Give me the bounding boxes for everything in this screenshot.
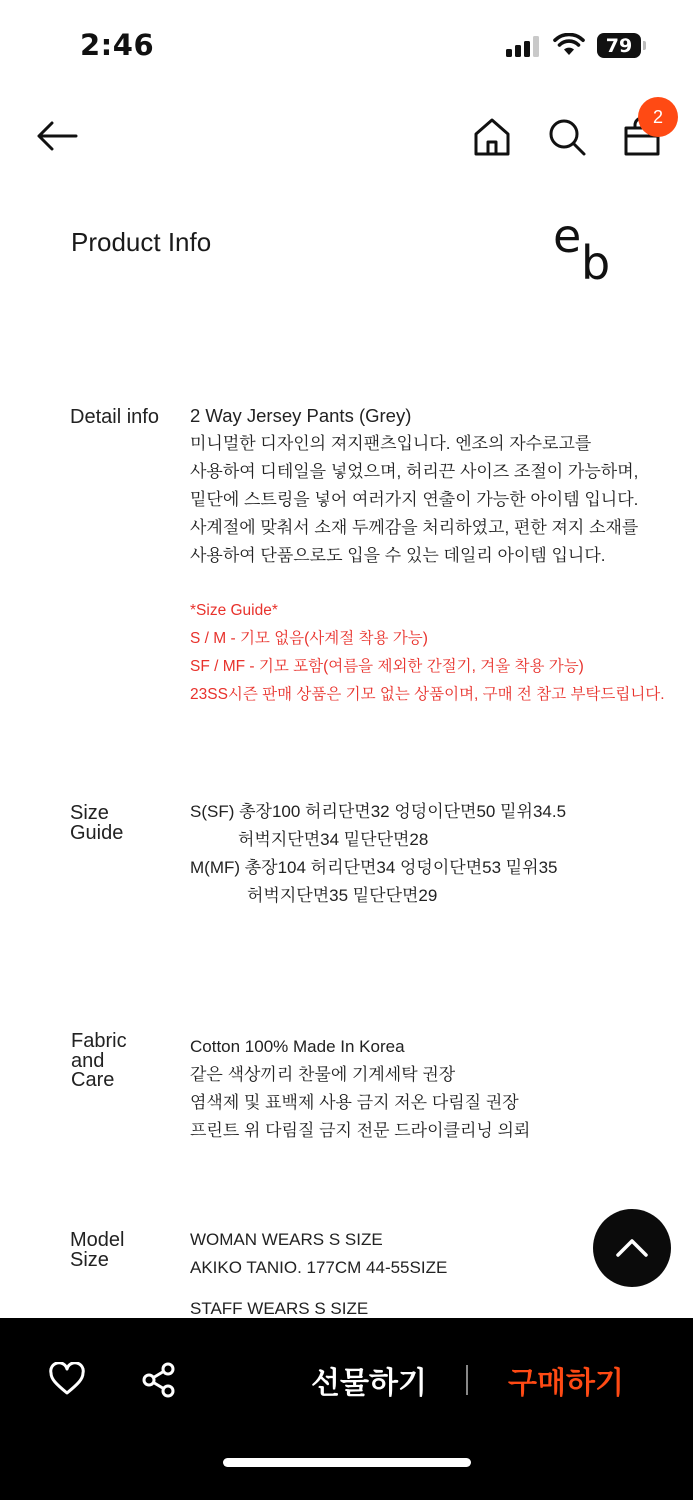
model-line: AKIKO TANIO. 177CM 44-55SIZE [190, 1258, 448, 1277]
fabric-line: 프린트 위 다림질 금지 전문 드라이클리닝 의뢰 [190, 1121, 531, 1140]
buy-button[interactable]: 구매하기 [508, 1367, 624, 1400]
fabric-line: 염색제 및 표백제 사용 금지 저온 다림질 권장 [190, 1093, 519, 1112]
size-guide-label: Size Guide [70, 802, 124, 844]
model-size-content [190, 1226, 660, 1323]
nav-bar [0, 100, 693, 180]
share-icon[interactable] [140, 1361, 178, 1399]
home-indicator[interactable] [223, 1458, 471, 1467]
product-name: 2 Way Jersey Pants (Grey) [190, 405, 412, 426]
back-arrow-icon[interactable] [34, 118, 80, 154]
home-icon[interactable] [471, 116, 513, 158]
size-notice-line: S / M - 기모 없음(사계절 착용 가능) [190, 630, 428, 647]
detail-line: 사용하여 단품으로도 입을 수 있는 데일리 아이템 입니다. [190, 546, 606, 565]
detail-info-content [190, 402, 660, 570]
detail-line: 사용하여 디테일을 넣었으며, 허리끈 사이즈 조절이 가능하며, [190, 462, 639, 481]
model-line: STAFF WEARS S SIZE [190, 1299, 369, 1318]
size-notice-line: 23SS시즌 판매 상품은 기모 없는 상품이며, 구매 전 참고 부탁드립니다. [190, 686, 665, 703]
detail-line: 사계절에 맞춰서 소재 두께감을 처리하였고, 편한 져지 소재를 [190, 518, 639, 537]
size-guide-content [190, 798, 660, 910]
battery-icon: 79 [597, 33, 641, 58]
gift-button[interactable]: 선물하기 [311, 1367, 427, 1400]
detail-line: 미니멀한 디자인의 져지팬츠입니다. 엔조의 자수로고를 [190, 434, 592, 453]
size-notice-line: SF / MF - 기모 포함(여름을 제외한 간절기, 겨울 착용 가능) [190, 658, 584, 675]
fabric-care-label: Fabric and Care [71, 1030, 127, 1091]
brand-logo: e b [553, 209, 611, 290]
page-title: Product Info [71, 227, 212, 257]
fabric-line: 같은 색상끼리 찬물에 기계세탁 권장 [190, 1065, 456, 1084]
fabric-care-content [190, 1033, 660, 1145]
heart-icon[interactable] [48, 1362, 86, 1396]
battery-cap [643, 41, 646, 50]
bottom-action-bar [0, 1318, 693, 1500]
size-line: M(MF) 총장104 허리단면34 엉덩이단면53 밑위35 [190, 858, 558, 877]
fabric-line: Cotton 100% Made In Korea [190, 1037, 405, 1056]
size-notice-line: *Size Guide* [190, 602, 278, 619]
detail-line: 밑단에 스트링을 넣어 여러가지 연출이 가능한 아이템 입니다. [190, 490, 639, 509]
size-line: 허벅지단면34 밑단단면28 [238, 830, 429, 849]
divider [466, 1365, 468, 1395]
size-notice [190, 597, 665, 709]
wifi-icon [553, 33, 585, 57]
cart-count-badge[interactable]: 2 [638, 97, 678, 137]
model-line: WOMAN WEARS S SIZE [190, 1230, 383, 1249]
size-line: S(SF) 총장100 허리단면32 엉덩이단면50 밑위34.5 [190, 802, 567, 821]
size-line: 허벅지단면35 밑단단면29 [247, 886, 438, 905]
status-time: 2:46 [80, 28, 155, 62]
detail-info-label: Detail info [70, 406, 159, 428]
search-icon[interactable] [546, 116, 588, 158]
scroll-to-top-button[interactable] [593, 1209, 671, 1287]
model-size-label: Model Size [70, 1229, 125, 1271]
status-bar [0, 0, 693, 90]
chevron-up-icon [615, 1238, 649, 1258]
signal-icon [506, 35, 542, 57]
